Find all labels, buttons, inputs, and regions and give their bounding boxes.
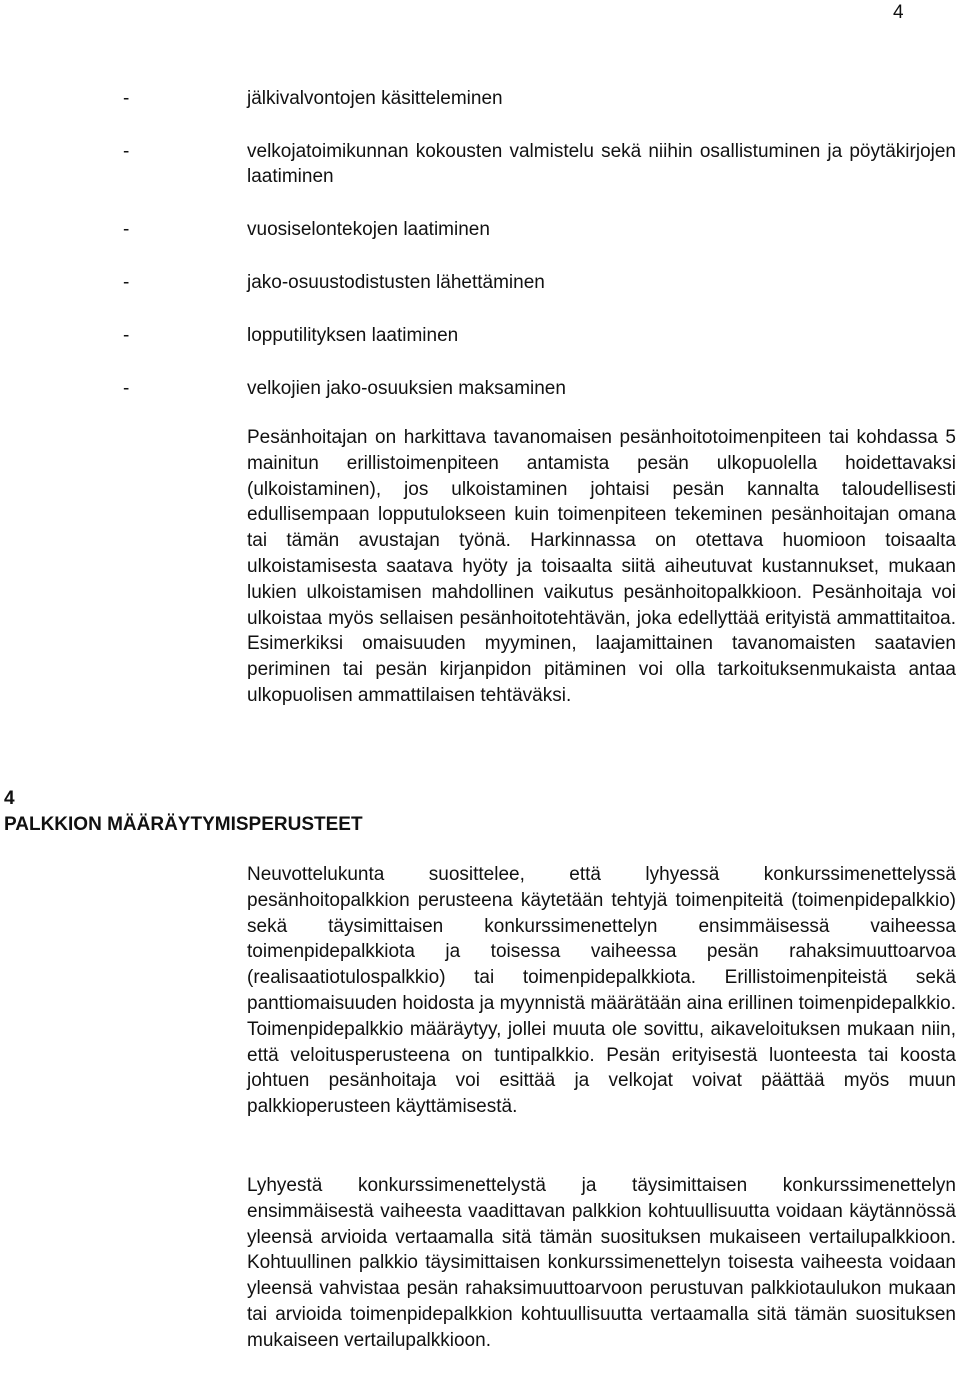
list-item-text: vuosiselontekojen laatiminen xyxy=(247,219,490,240)
list-dash: - xyxy=(123,88,130,109)
fee-basis-paragraph: Neuvottelukunta suosittelee, että lyhyessä konkurssimenettelyssä pesänhoitopalkkion perusteena käytetään tehtyjä toimenpiteitä (toimenpidepalkkio) sekä täysimittaisen konkurssimenettelyn ensimmäisessä vaiheessa toimenpidepalkkiota ja toisessa vaiheessa pesän rahaksimuuttoarvoa (realisaatiotulospalkkio) tai toimenpidepalkkiota. Erillistoimenpiteistä sekä panttiomaisuuden hoidosta ja myynnistä määrätään aina erillinen toimenpidepalkkio. Toimenpidepalkkio määräytyy, jollei muuta ole sovittu, aikaveloituksen mukaan niin, että veloitusperusteena on tuntipalkkio. Pesän erityisestä luonteesta tai koosta johtuen pesänhoitaja voi esittää ja velkojat voivat päättää myös muun palkkioperusteen käyttämisestä. xyxy=(247,864,956,1118)
list-item-text: lopputilityksen laatiminen xyxy=(247,325,459,346)
page-number: 4 xyxy=(893,2,904,23)
list-item xyxy=(0,86,960,111)
section-number: 4 xyxy=(4,788,15,809)
list-dash: - xyxy=(123,325,130,346)
list-item-text: jako-osuustodistusten lähettäminen xyxy=(247,272,545,293)
fee-assessment-paragraph: Lyhyestä konkurssimenettelystä ja täysimittaisen konkurssimenettelyn ensimmäisestä vaiheesta vaadittavan palkkion kohtuullisuutta voidaan käytännössä yleensä arvioida vertaamalla sitä tämän suosituksen mukaiseen vertailupalkkioon. Kohtuullinen palkkio täysimittaisen konkurssimenettelyn toisesta vaiheesta voidaan yleensä vahvistaa pesän rahaksimuuttoarvoon perustuvan palkkiotaulukon mukaan tai arvioida toimenpidepalkkion kohtuullisuutta vertaamalla sitä tämän suosituksen mukaiseen vertailupalkkioon. xyxy=(247,1175,956,1351)
list-item xyxy=(0,139,960,189)
list-item xyxy=(0,376,960,401)
list-dash: - xyxy=(123,141,130,162)
list-item xyxy=(0,217,960,242)
list-dash: - xyxy=(123,272,130,293)
list-item xyxy=(0,323,960,348)
task-list xyxy=(0,86,960,429)
outsourcing-paragraph: Pesänhoitajan on harkittava tavanomaisen pesänhoitotoimenpiteen tai kohdassa 5 mainitun erillistoimenpiteen antamista pesän ulkopuolella hoidettavaksi (ulkoistaminen), jos ulkoistaminen johtaisi pesän kannalta taloudellisesti edullisempaan lopputulokseen kuin toimenpiteen tekeminen pesänhoitajan omana tai tämän avustajan työnä. Harkinnassa on otettava huomioon toisaalta ulkoistamisesta saatava hyöty ja toisaalta siitä aiheutuvat kustannukset, mukaan lukien ulkoistamisen mahdollinen vaikutus pesänhoitopalkkioon. Pesänhoitaja voi ulkoistaa myös sellaisen pesänhoitotehtävän, joka edellyttää erityistä ammattitaitoa. Esimerkiksi omaisuuden myyminen, laajamittainen tavanomaisten saatavien periminen tai pesän kirjanpidon pitäminen voi olla tarkoituksenmukaista antaa ulkopuolisen ammattilaisen tehtäväksi. xyxy=(247,427,956,706)
list-item-text: velkojatoimikunnan kokousten valmistelu sekä niihin osallistuminen ja pöytäkirjojen laatiminen xyxy=(247,141,956,187)
list-item-text: velkojien jako-osuuksien maksaminen xyxy=(247,378,566,399)
list-item xyxy=(0,270,960,295)
list-dash: - xyxy=(123,378,130,399)
section-title: PALKKION MÄÄRÄYTYMISPERUSTEET xyxy=(4,814,363,835)
list-dash: - xyxy=(123,219,130,240)
section-heading xyxy=(4,786,363,838)
list-item-text: jälkivalvontojen käsitteleminen xyxy=(247,88,503,109)
